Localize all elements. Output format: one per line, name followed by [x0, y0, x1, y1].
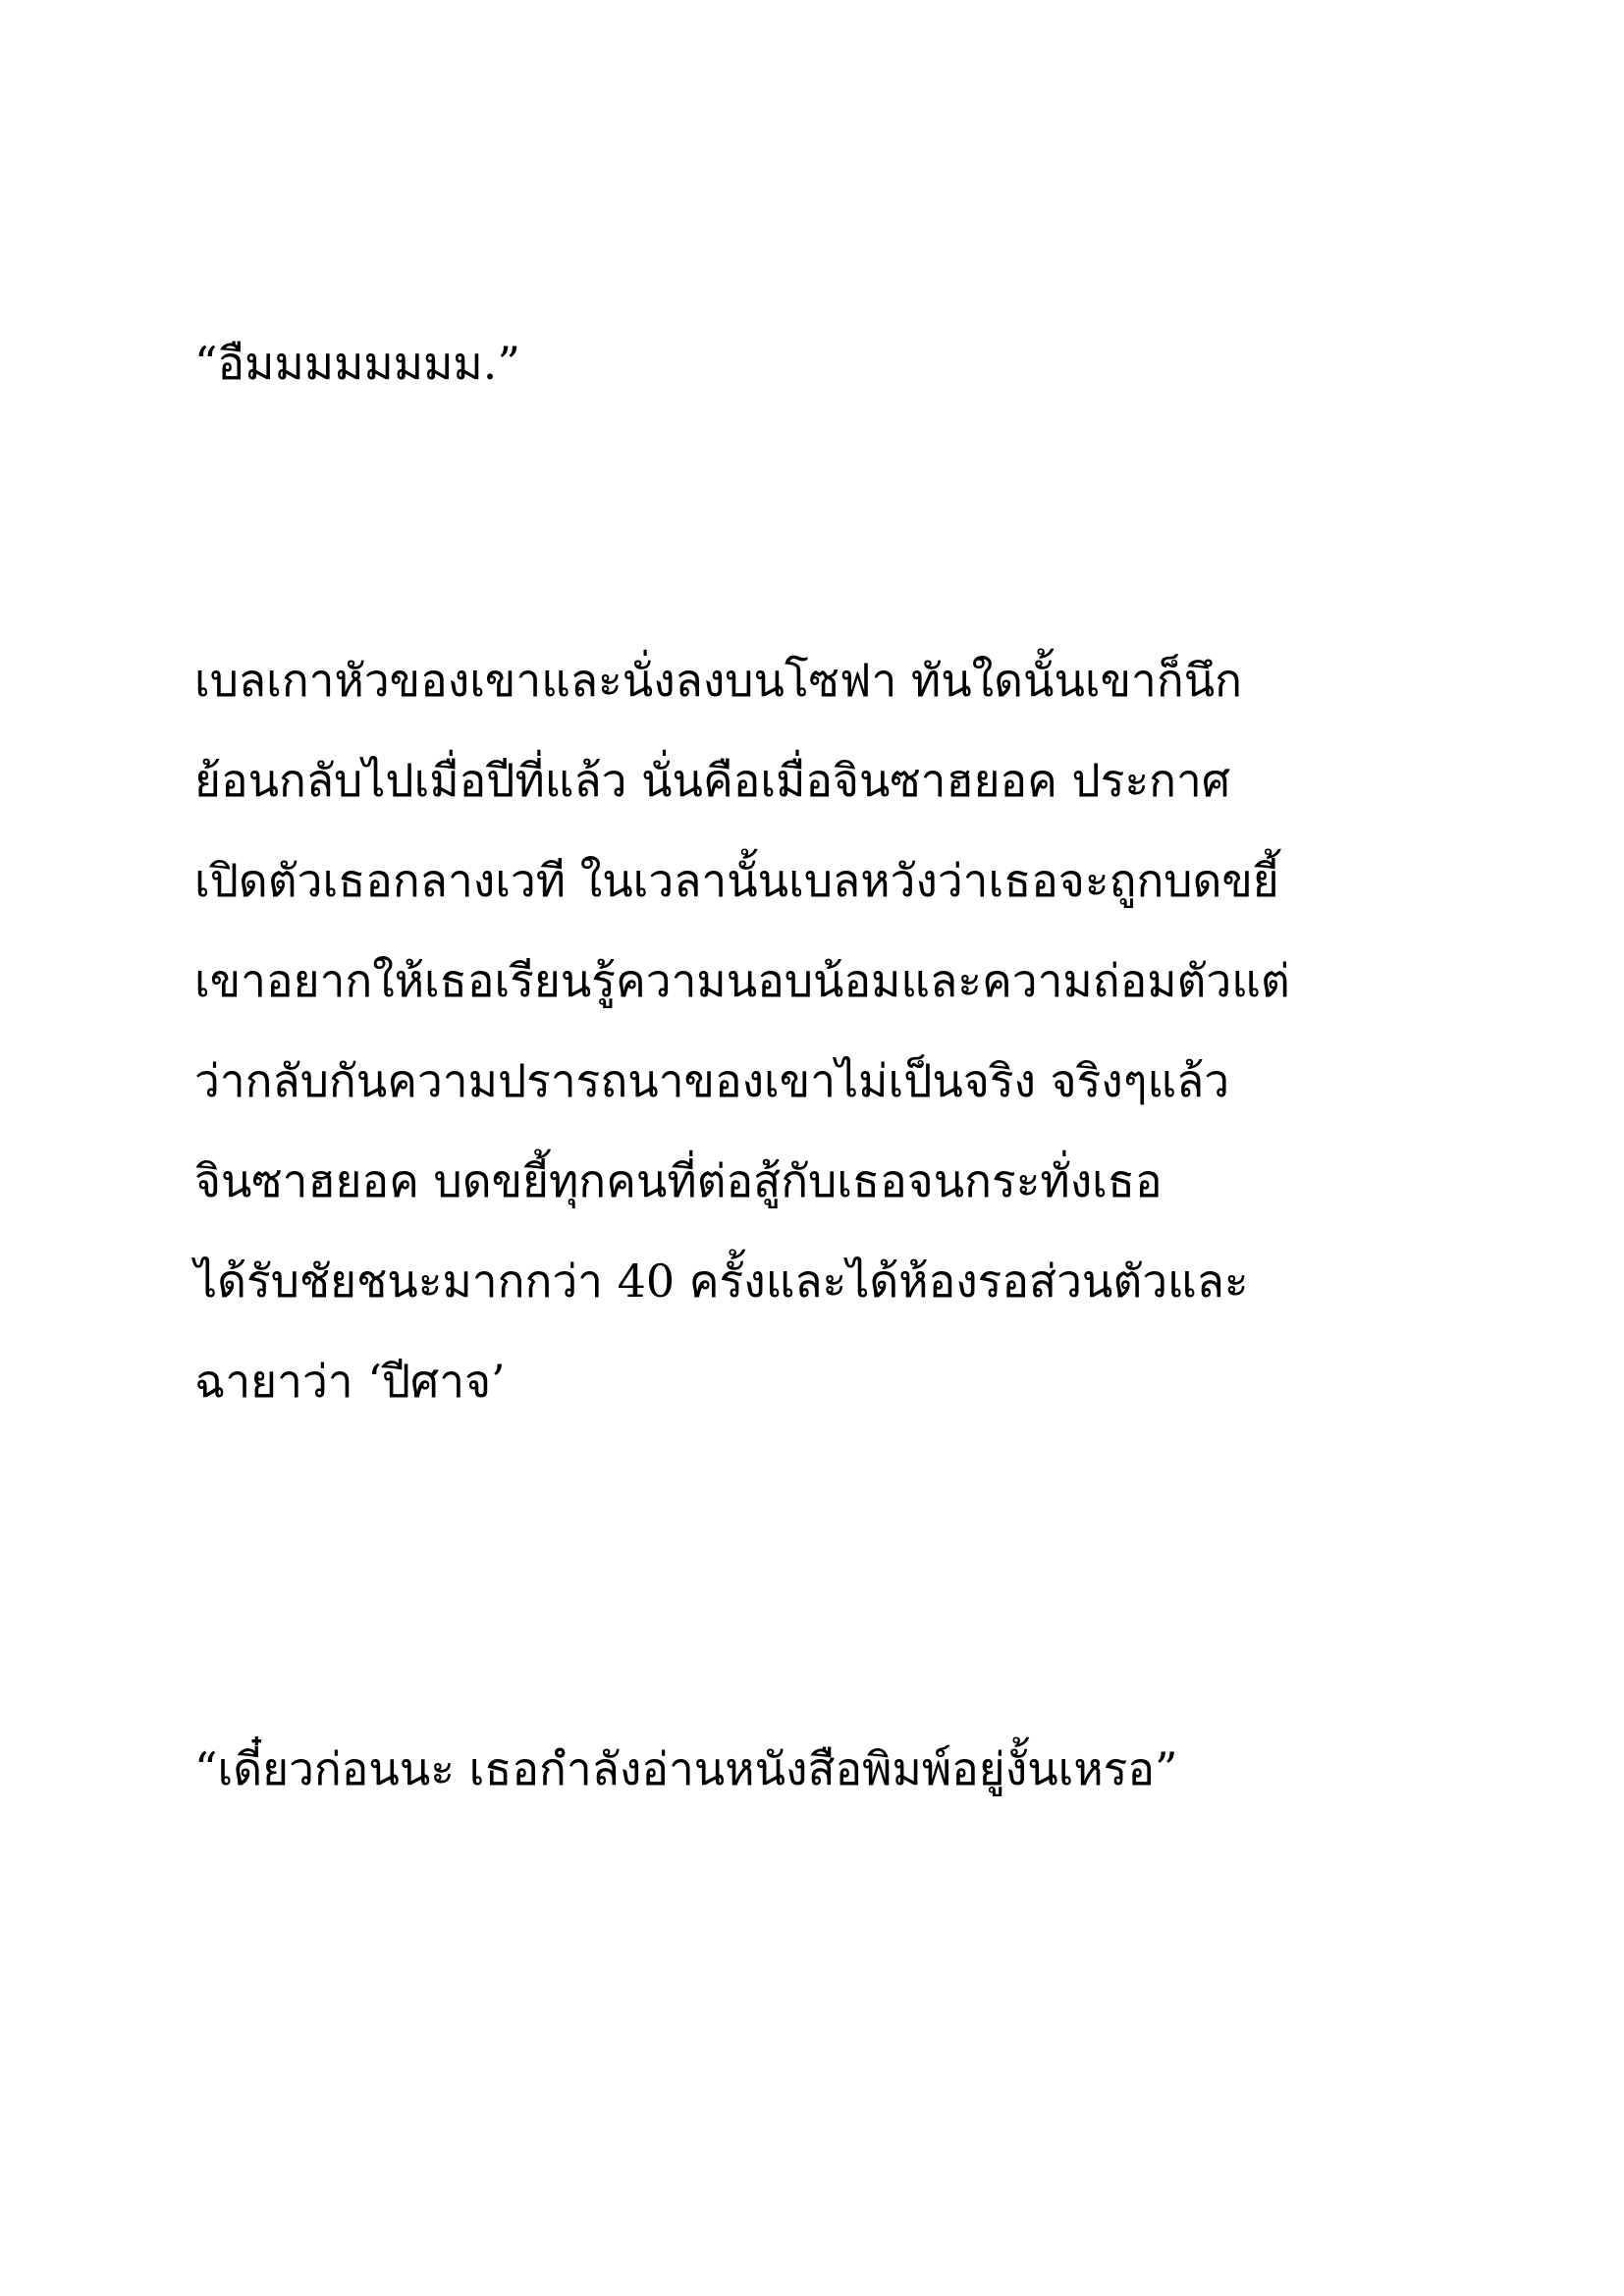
paragraph-line: เขาอยากให้เธอเรียนรู้ความนอบน้อมและความถ่อมตัวแต่ [194, 954, 1290, 1007]
paragraph-line: ว่ากลับกันความปรารถนาของเขาไม่เป็นจริง จริงๆแล้ว [194, 1054, 1230, 1107]
dialogue-line-1: “อืมมมมมมมม.” [194, 337, 520, 390]
paragraph-line: ได้รับชัยชนะมากกว่า 40 ครั้งและได้ห้องรอส่วนตัวและ [194, 1255, 1249, 1308]
paragraph-line: เปิดตัวเธอกลางเวที ในเวลานั้นเบลหวังว่าเธอจะถูกบดขยี้ [194, 854, 1279, 907]
narrative-paragraph [194, 630, 1471, 1431]
paragraph-line: เบลเกาหัวของเขาและนั่งลงบนโซฟา ทันใดนั้นเขาก็นึก [194, 654, 1243, 707]
paragraph-line: ย้อนกลับไปเมื่อปีที่แล้ว นั่นคือเมื่อจินซาฮยอค ประกาศ [194, 754, 1231, 807]
paragraph-line: ฉายาว่า ‘ปีศาจ’ [194, 1355, 506, 1408]
dialogue-line-2: “เดี๋ยวก่อนนะ เธอกำลังอ่านหนังสือพิมพ์อยู่งั้นเหรอ” [194, 1742, 1178, 1795]
paragraph-line: จินซาฮยอค บดขยี้ทุกคนที่ต่อสู้กับเธอจนกระทั่งเธอ [194, 1154, 1163, 1207]
